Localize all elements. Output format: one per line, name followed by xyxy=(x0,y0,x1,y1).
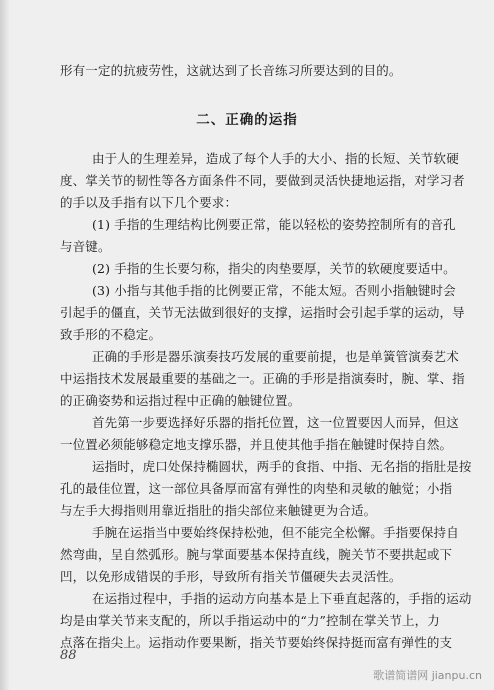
text-line: 由于人的生理差异，造成了每个人手的大小、指的长短、关节软硬 xyxy=(92,151,459,166)
text-line: 在运指过程中，手指的运动方向基本是上下垂直起落的，手指的运动 xyxy=(92,591,472,606)
text-line: (1) 手指的生理结构比例要正常，能以轻松的姿势控制所有的音孔 xyxy=(92,217,456,232)
text-line: 正确的手形是器乐演奏技巧发展的重要前提，也是单簧管演奏艺术 xyxy=(92,349,459,364)
page-number: 88 xyxy=(60,648,77,663)
text-line: 与左手大拇指则用靠近指肚的指尖部位来触键更为合适。 xyxy=(60,503,377,518)
text-line: 首先第一步要选择好乐器的指托位置，这一位置要因人而异，但这 xyxy=(92,415,459,430)
text-line: 度、掌关节的韧性等各方面条件不同，要做到灵活快捷地运指，对学习者 xyxy=(60,173,465,188)
section-heading: 二、正确的运指 xyxy=(196,112,298,128)
text-line: 一位置必须能够稳定地支撑乐器，并且使其他手指在触键时保持自然。 xyxy=(60,437,453,452)
text-line: 引起手的僵直，关节无法做到很好的支撑，运指时会引起手掌的运动，导 xyxy=(60,305,465,320)
text-line: 形有一定的抗疲劳性，这就达到了长音练习所要达到的目的。 xyxy=(60,63,402,78)
text-line: 凹，以免形成错误的手形，导致所有指关节僵硬失去灵活性。 xyxy=(60,569,402,584)
text-line: 点落在指尖上。运指动作要果断，指关节要始终保持挺而富有弹性的支 xyxy=(60,635,453,650)
text-line: (3) 小指与其他手指的比例要正常，不能太短。否则小指触键时会 xyxy=(92,283,456,298)
text-line: 与音键。 xyxy=(60,239,111,254)
text-line: 运指时，虎口处保持椭圆状，两手的食指、中指、无名指的指肚是按 xyxy=(92,459,472,474)
text-line: 手腕在运指当中要始终保持松弛，但不能完全松懈。手指要保持自 xyxy=(92,525,459,540)
site-watermark: 歌谱简谱网 jianpu.cn xyxy=(373,669,482,682)
text-line: 孔的最佳位置，这一部位具备厚而富有弹性的肉垫和灵敏的触觉；小指 xyxy=(60,481,453,496)
page-spine-shadow xyxy=(0,0,10,690)
text-line: 致手形的不稳定。 xyxy=(60,327,162,342)
text-line: 均是由掌关节来支配的，所以手指运动中的“力”控制在掌关节上，力 xyxy=(60,613,440,628)
text-line: 中运指技术发展最重要的基础之一。正确的手形是指演奏时，腕、掌、指 xyxy=(60,371,465,386)
text-line: 然弯曲，呈自然弧形。腕与掌面要基本保持直线，腕关节不要拱起或下 xyxy=(60,547,453,562)
text-line: 的手以及手指有以下几个要求： xyxy=(60,195,238,210)
text-line: 的正确姿势和运指过程中正确的触键位置。 xyxy=(60,393,301,408)
text-line: (2) 手指的生长要匀称，指尖的肉垫要厚，关节的软硬度要适中。 xyxy=(92,261,456,276)
